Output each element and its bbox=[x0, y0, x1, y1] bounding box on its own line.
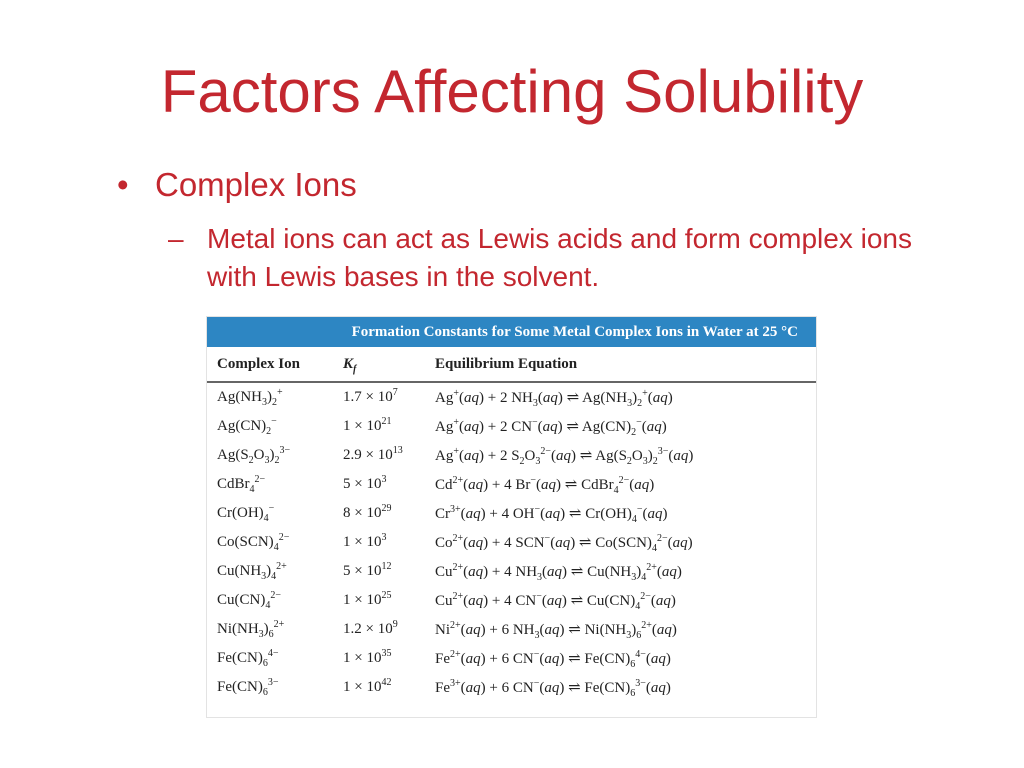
equation-cell: Ag+(aq) + 2 $S_2O_3^{2-}(aq)$ ⇌ $Ag(S_2O_3)_2^{3-}(aq)$ bbox=[435, 446, 694, 467]
complex-ion-cell: $Cu(NH_3)_4^{2+}$ bbox=[217, 561, 287, 582]
kf-value-cell: $1 \times 10^{42}$ bbox=[343, 677, 392, 695]
header-equilibrium-equation: Equilibrium Equation bbox=[435, 347, 816, 382]
bullet-complex-ions bbox=[117, 165, 357, 205]
table-row bbox=[207, 528, 816, 557]
kf-value-cell: $1 \times 10^{21}$ bbox=[343, 416, 392, 434]
header-kf-subscript: f bbox=[353, 363, 357, 375]
kf-value-cell: $1 \times 10^3$ bbox=[343, 532, 387, 550]
table-row bbox=[207, 470, 816, 499]
kf-value-cell: $5 \times 10^3$ bbox=[343, 474, 387, 492]
formation-constants-table-figure bbox=[206, 316, 817, 718]
equation-cell: Ag+(aq) + 2 $NH_3(aq)$ ⇌ $Ag(NH_3)_2^+(aq)$ bbox=[435, 388, 673, 409]
kf-value-cell: $8 \times 10^{29}$ bbox=[343, 503, 392, 521]
equation-cell: $Ni^{2+}(aq) + 6$ $NH_3(aq)$ ⇌ $Ni(NH_3)_6^{2+}(aq)$ bbox=[435, 620, 677, 641]
table-header-row bbox=[207, 347, 816, 382]
table-row bbox=[207, 412, 816, 441]
dash-icon: – bbox=[168, 223, 184, 254]
kf-value-cell: $5 \times 10^{12}$ bbox=[343, 561, 392, 579]
header-kf-symbol: K bbox=[343, 355, 354, 372]
complex-ion-cell: $Cr(OH)_4^-$ bbox=[217, 503, 275, 524]
kf-value-cell: $2.9 \times 10^{13}$ bbox=[343, 445, 403, 463]
complex-ion-cell: $Fe(CN)_6^{3-}$ bbox=[217, 677, 279, 698]
kf-value-cell: $1.7 \times 10^7$ bbox=[343, 387, 398, 405]
equation-cell: $Cu^{2+}(aq) + 4$ $NH_3(aq)$ ⇌ $Cu(NH_3)_4^{2+}(aq)$ bbox=[435, 562, 682, 583]
bullet-text: Complex Ions bbox=[155, 166, 357, 203]
table-row bbox=[207, 557, 816, 586]
complex-ion-cell: $Ag(NH_3)_2^+$ bbox=[217, 387, 283, 408]
equation-cell: Ag+(aq) + 2 CN−(aq) ⇌ $Ag(CN)_2^-(aq)$ bbox=[435, 417, 667, 438]
formation-constants-table bbox=[207, 347, 816, 702]
equation-cell: $Fe^{2+}(aq) + 6$ CN−(aq) ⇌ $Fe(CN)_6^{4-}(aq)$ bbox=[435, 649, 671, 670]
header-kf bbox=[343, 347, 435, 382]
complex-ion-cell: $Ni(NH_3)_6^{2+}$ bbox=[217, 619, 285, 640]
kf-value-cell: $1.2 \times 10^9$ bbox=[343, 619, 398, 637]
complex-ion-cell: CdBr$_4^{2-}$ bbox=[217, 474, 266, 495]
table-row bbox=[207, 441, 816, 470]
bullet-dot-icon: • bbox=[117, 166, 129, 203]
header-complex-ion: Complex Ion bbox=[207, 347, 343, 382]
table-row bbox=[207, 644, 816, 673]
sub-bullet-text: Metal ions can act as Lewis acids and form complex ions with Lewis bases in the solvent. bbox=[207, 223, 912, 292]
equation-cell: $Cr^{3+}(aq) + 4$ OH−(aq) ⇌ $Cr(OH)_4^-(aq)$ bbox=[435, 504, 668, 525]
equation-cell: $Cu^{2+}(aq) + 4$ CN−(aq) ⇌ $Cu(CN)_4^{2-}(aq)$ bbox=[435, 591, 676, 612]
complex-ion-cell: $Ag(S_2O_3)_2^{3-}$ bbox=[217, 445, 291, 466]
equation-cell: $Cd^{2+}(aq) + 4$ Br−(aq) ⇌ CdBr$_4^{2-}$(aq) bbox=[435, 475, 655, 496]
table-row bbox=[207, 499, 816, 528]
table-caption: Formation Constants for Some Metal Complex Ions in Water at 25 °C bbox=[207, 317, 816, 347]
sub-bullet-lewis bbox=[168, 220, 928, 296]
complex-ion-cell: $Cu(CN)_4^{2-}$ bbox=[217, 590, 281, 611]
slide-title: Factors Affecting Solubility bbox=[160, 58, 864, 125]
complex-ion-cell: $Ag(CN)_2^-$ bbox=[217, 416, 277, 437]
table-row bbox=[207, 382, 816, 412]
equation-cell: $Fe^{3+}(aq) + 6$ CN−(aq) ⇌ $Fe(CN)_6^{3-}(aq)$ bbox=[435, 678, 671, 699]
table-row bbox=[207, 615, 816, 644]
equation-cell: $Co^{2+}(aq) + 4$ SCN−(aq) ⇌ $Co(SCN)_4^{2-}(aq)$ bbox=[435, 533, 693, 554]
complex-ion-cell: $Co(SCN)_4^{2-}$ bbox=[217, 532, 290, 553]
complex-ion-cell: $Fe(CN)_6^{4-}$ bbox=[217, 648, 279, 669]
table-body bbox=[207, 382, 816, 702]
table-row bbox=[207, 586, 816, 615]
table-row bbox=[207, 673, 816, 702]
kf-value-cell: $1 \times 10^{35}$ bbox=[343, 648, 392, 666]
kf-value-cell: $1 \times 10^{25}$ bbox=[343, 590, 392, 608]
